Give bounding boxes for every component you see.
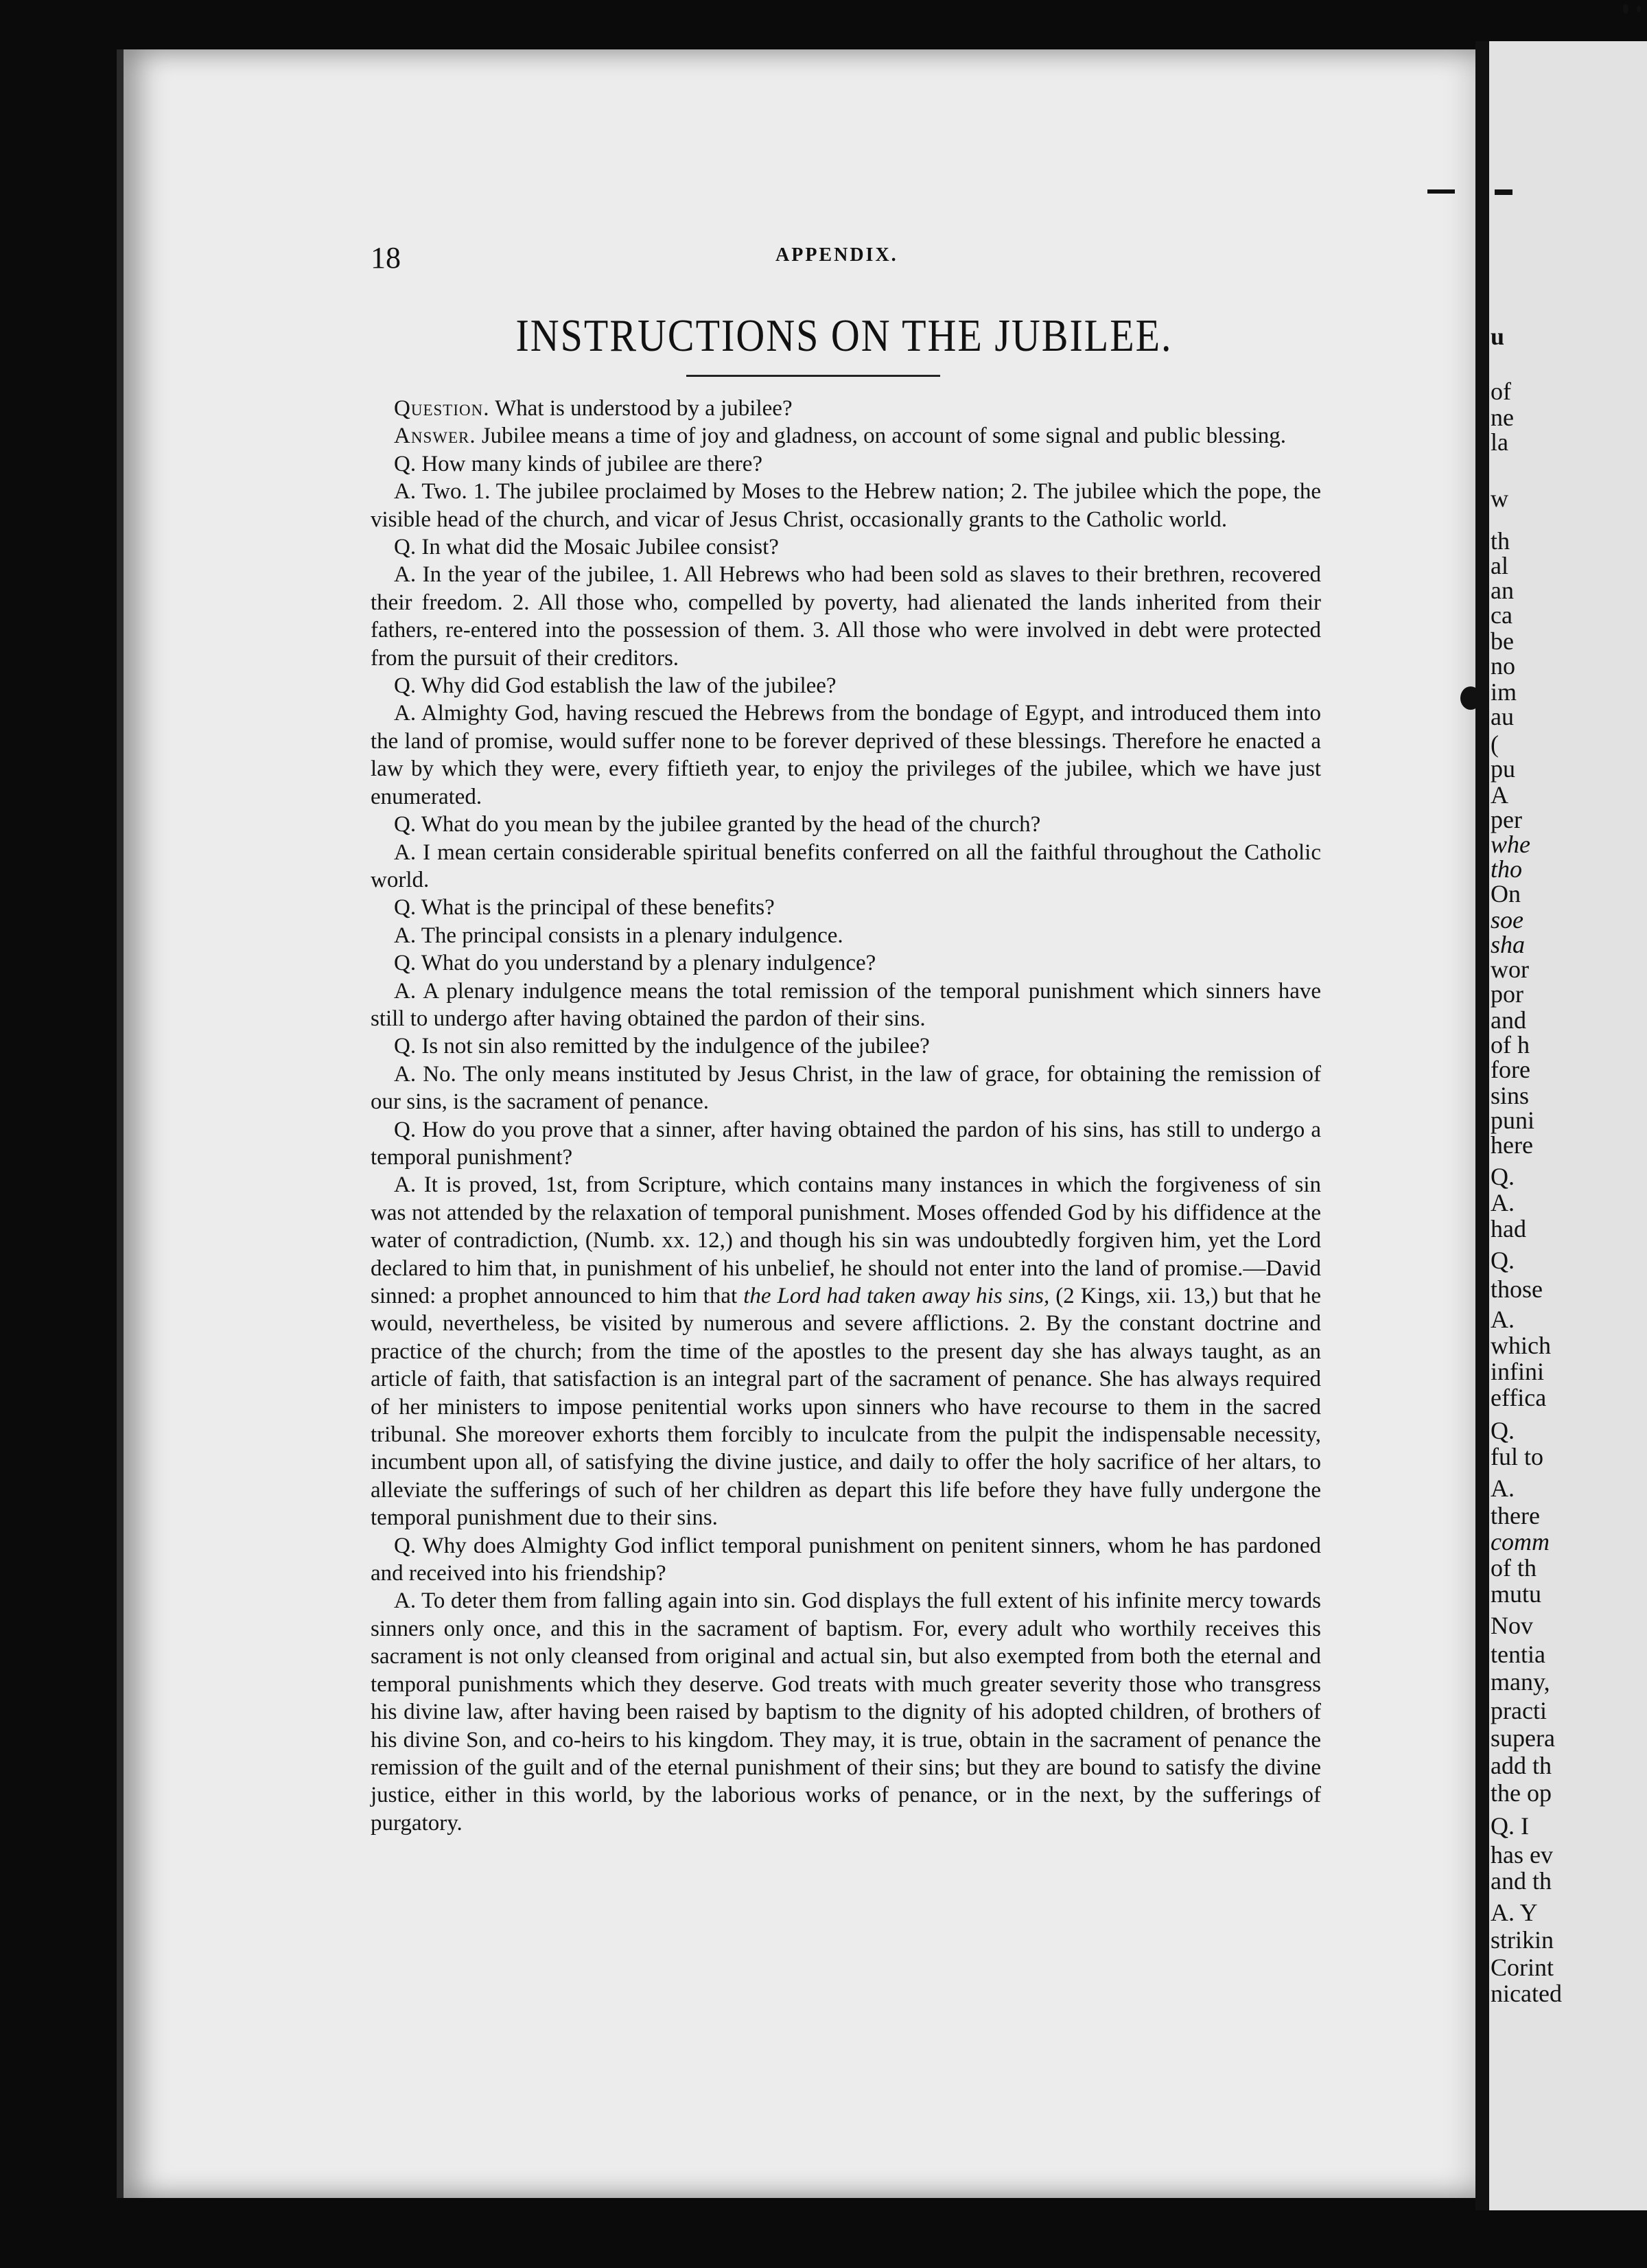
paragraph (371, 894, 1321, 921)
facing-page-fragment: of h (1491, 1031, 1530, 1058)
corner-speck (1637, 5, 1641, 12)
paragraph-text: Q. What do you understand by a plenary indulgence? (394, 951, 876, 976)
facing-page-fragment: ful to (1491, 1443, 1543, 1470)
facing-page-fragment: puni (1491, 1107, 1535, 1134)
facing-page-fragment: fore (1491, 1056, 1530, 1083)
paragraph-italic: the Lord had taken away his sins, (743, 1284, 1050, 1308)
facing-page-fragment: whe (1491, 831, 1530, 858)
page-number: 18 (371, 241, 401, 275)
paragraph-text: Q. What do you mean by the jubilee granted by the head of the church? (394, 812, 1041, 837)
facing-page-fragment: comm (1491, 1528, 1550, 1555)
paragraph (371, 699, 1321, 811)
facing-page-fragment: supera (1491, 1724, 1555, 1752)
facing-page-fragment: practi (1491, 1697, 1547, 1724)
paragraph (371, 839, 1321, 894)
facing-page-fragment: A. Y (1491, 1899, 1538, 1926)
paragraph (371, 1587, 1321, 1837)
paragraph-text: A. Two. 1. The jubilee proclaimed by Moses to the Hebrew nation; 2. The jubilee which the pope, the visible head of the church, and vicar of Jesus Christ, occasionally grants to the Catholic world. (371, 479, 1321, 532)
facing-page-fragment: ne (1491, 404, 1514, 431)
paragraph-lead: Answer. (394, 424, 476, 449)
facing-page-fragment: there (1491, 1502, 1540, 1529)
facing-page-fragment: tho (1491, 855, 1523, 883)
facing-page-fragment: here (1491, 1131, 1533, 1159)
facing-page-fragment: infini (1491, 1358, 1544, 1385)
facing-page-fragment: ca (1491, 601, 1512, 629)
facing-page-fragment: effica (1491, 1384, 1547, 1411)
facing-page-fragment: im (1491, 678, 1517, 706)
facing-page-fragment: u (1491, 323, 1505, 350)
facing-page-fragment: per (1491, 806, 1522, 833)
paragraph (371, 672, 1321, 699)
facing-page-fragment: those (1491, 1275, 1543, 1303)
paragraph-text: Q. In what did the Mosaic Jubilee consist? (394, 535, 779, 560)
facing-page-fragment: of th (1491, 1554, 1537, 1582)
paragraph (371, 450, 1321, 478)
facing-page-fragment: la (1491, 428, 1508, 456)
facing-page-fragment: Q. (1491, 1417, 1515, 1444)
paragraph-text: Q. Is not sin also remitted by the indulgence of the jubilee? (394, 1034, 930, 1059)
page-title: INSTRUCTIONS ON THE JUBILEE. (515, 310, 1173, 361)
paragraph (371, 478, 1321, 533)
paragraph-text: Q. Why does Almighty God inflict temporal punishment on penitent sinners, whom he has pardoned and received into his friendship? (371, 1533, 1321, 1586)
facing-page-fragment: an (1491, 577, 1514, 604)
facing-page-fragment: strikin (1491, 1926, 1554, 1954)
paragraph-text: A. The principal consists in a plenary indulgence. (394, 923, 843, 948)
paragraph-tail: (2 Kings, xii. 13,) but that he would, nevertheless, be visited by numerous and severe afflictions. 2. By the constant doctrine and practice of the church; from the time of the apostles to the present day she has always taught, as an article of faith, that satisfaction is an integral part of the sacrament of penance. She has always required of her ministers to impose penitential works upon sinners who have recourse to them in the sacred tribunal. She moreover exhorts them forcibly to inculcate from the pulpit the indispensable necessity, incumbent upon all, of satisfying the divine justice, and daily to offer the holy sacrifice of her altars, to alleviate the sufferings of such of her children as depart this life before they have fully undergone the temporal punishment due to their sins. (371, 1284, 1321, 1531)
paragraph-text: Q. What is the principal of these benefits? (394, 895, 775, 921)
facing-page-fragment: A. (1491, 1306, 1515, 1333)
paragraph-text: A. In the year of the jubilee, 1. All Hebrews who had been sold as slaves to their brethren, recovered their freedom. 2. All those who, compelled by poverty, had alienated the lands inherited from their fathers, re-entered into the possession of them. 3. All those who were involved in debt were protected from the pursuit of their creditors. (371, 562, 1321, 671)
facing-page-fragment: nicated (1491, 1980, 1562, 2007)
paragraph (371, 422, 1321, 450)
paragraph (371, 977, 1321, 1033)
paragraph (371, 1032, 1321, 1060)
paragraph-text: Jubilee means a time of joy and gladness, on account of some signal and public blessing. (476, 424, 1287, 449)
body-text (371, 395, 1321, 1837)
binding-mark (1460, 686, 1481, 710)
facing-page-fragment: w (1491, 485, 1508, 512)
paragraph (371, 1532, 1321, 1588)
facing-page-fragment: A. (1491, 1189, 1515, 1216)
facing-page-fragment: au (1491, 703, 1514, 730)
facing-page-fragment: Nov (1491, 1612, 1533, 1639)
facing-page-fragment: Q. (1491, 1163, 1515, 1190)
paragraph (371, 1061, 1321, 1116)
facing-page-fragment: Q. I (1491, 1812, 1529, 1840)
paragraph-text: A. To deter them from falling again into sin. God displays the full extent of his infinite mercy towards sinners only once, and this in the sacrament of baptism. For, every adult who worthily receives this sacrament is not only cleansed from original and actual sin, but also exempted from both the eternal and temporal punishments which they deserve. God treats with much greater severity those who transgress his divine law, after having been raised by baptism to the dignity of his adopted children, of brothers of his divine Son, and co-heirs to his kingdom. They may, it is true, obtain in the sacrament of penance the remission of the guilt and of the eternal punishment of their sins; but they are bound to satisfy the divine justice, either in this world, by the laborious works of penance, or in the next, by the sufferings of purgatory. (371, 1588, 1321, 1836)
paragraph-text: Q. How many kinds of jubilee are there? (394, 451, 762, 476)
paragraph (371, 811, 1321, 838)
margin-mark (1495, 189, 1512, 195)
facing-page-fragment: soe (1491, 906, 1523, 934)
page-header (371, 240, 1324, 275)
paragraph-text: A. Almighty God, having rescued the Hebrews from the bondage of Egypt, and introduced them into the land of promise, would suffer none to be forever deprived of these blessings. Therefore he enacted a law by which they were, every fiftieth year, to enjoy the privileges of the jubilee, which we have just enumerated. (371, 701, 1321, 809)
facing-page-fragment: had (1491, 1215, 1526, 1242)
facing-page-fragment: por (1491, 980, 1523, 1008)
paragraph (371, 561, 1321, 672)
paragraph-text: What is understood by a jubilee? (489, 396, 793, 421)
facing-page-fragment: wor (1491, 956, 1529, 983)
paragraph (371, 949, 1321, 977)
facing-page-fragment: no (1491, 652, 1515, 680)
facing-page-fragment: add th (1491, 1752, 1552, 1779)
facing-page-fragment: which (1491, 1332, 1551, 1359)
facing-page-fragment: has ev (1491, 1841, 1553, 1868)
corner-speck (1623, 4, 1628, 14)
paragraph (371, 395, 1321, 422)
paragraph (371, 922, 1321, 949)
paragraph (371, 1116, 1321, 1172)
paragraph-text: Q. Why did God establish the law of the jubilee? (394, 673, 837, 699)
running-head: APPENDIX. (775, 244, 898, 266)
facing-page-fragment: the op (1491, 1779, 1552, 1807)
margin-mark (1427, 189, 1455, 194)
facing-page-fragment: Corint (1491, 1954, 1554, 1981)
facing-page-fragment: of (1491, 378, 1511, 405)
facing-page-fragment: th (1491, 527, 1510, 555)
facing-page-fragment: On (1491, 880, 1521, 907)
title-rule (686, 375, 940, 377)
facing-page-fragment: many, (1491, 1668, 1550, 1696)
facing-page-fragment: be (1491, 627, 1514, 655)
paragraph-text: Q. How do you prove that a sinner, after having obtained the pardon of his sins, has still to undergo a temporal punishment? (371, 1117, 1321, 1170)
facing-page-fragment: Q. (1491, 1247, 1515, 1274)
facing-page-fragment: and (1491, 1006, 1526, 1034)
facing-page-fragment: A. (1491, 1474, 1515, 1502)
facing-page-fragment: pu (1491, 755, 1515, 783)
facing-page-fragment: mutu (1491, 1580, 1542, 1608)
paragraph-text: A. It is proved, 1st, from Scripture, which contains many instances in which the forgiveness of sin was not attended by the relaxation of temporal punishment. Moses offended God by his diffidence at the water of contradiction, (Numb. xx. 12,) and though his sin was undoubtedly forgiven him, yet the Lord declared to him that, in punishment of his unbelief, he should not enter into the land of promise.—David sinned: a prophet announced to him that (371, 1172, 1321, 1308)
paragraph-text: A. A plenary indulgence means the total remission of the temporal punishment which sinners have still to undergo after having obtained the pardon of their sins. (371, 978, 1321, 1031)
facing-page-fragment: al (1491, 552, 1508, 579)
facing-page (1489, 41, 1647, 2210)
paragraph (371, 533, 1321, 561)
facing-page-fragment: A (1491, 781, 1508, 809)
paragraph-lead: Question. (394, 396, 490, 421)
paragraph-text: A. No. The only means instituted by Jesus Christ, in the law of grace, for obtaining the remission of our sins, is the sacrament of penance. (371, 1061, 1321, 1115)
facing-page-fragment: sins (1491, 1082, 1530, 1109)
facing-page-fragment: tentia (1491, 1641, 1545, 1668)
facing-page-fragment: ( (1491, 730, 1499, 758)
facing-page-fragment: and th (1491, 1867, 1552, 1895)
paragraph (371, 1171, 1321, 1531)
paragraph-text: A. I mean certain considerable spiritual benefits conferred on all the faithful throughout the Catholic world. (371, 840, 1321, 892)
facing-page-fragment: sha (1491, 931, 1526, 958)
page-gutter (1475, 41, 1489, 2210)
